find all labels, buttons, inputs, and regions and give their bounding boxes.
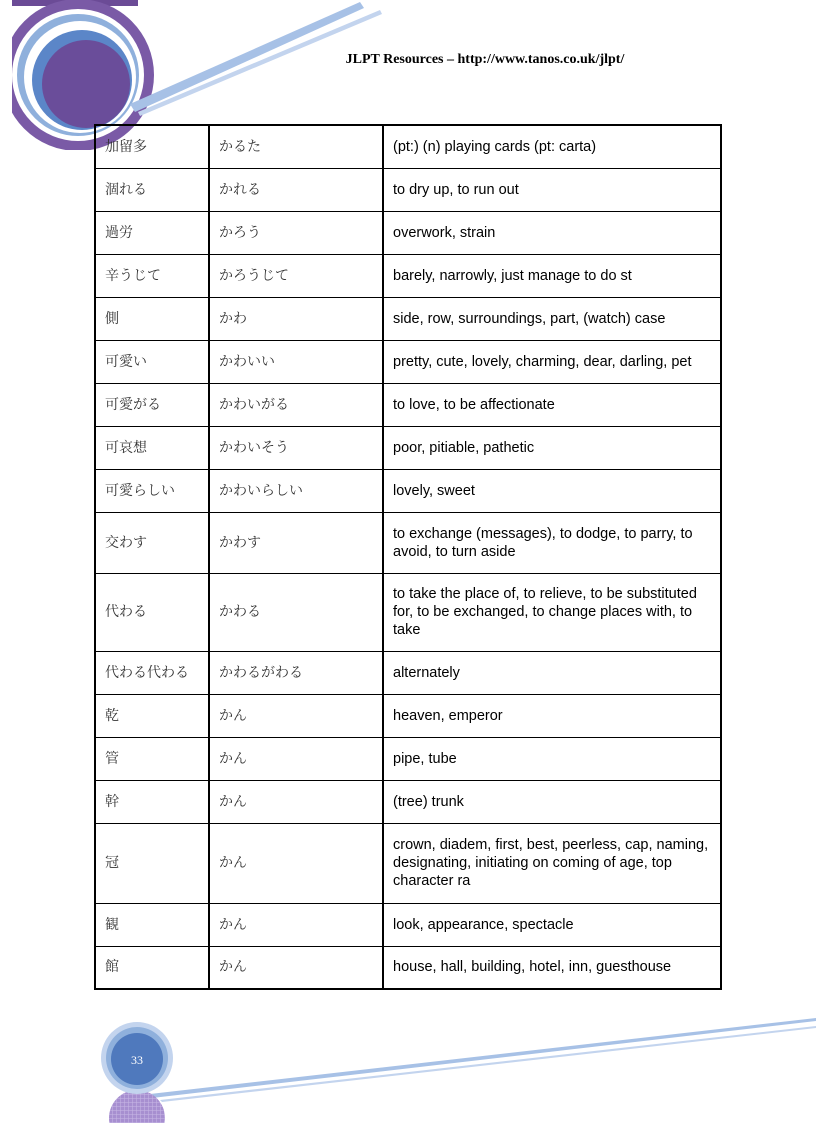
kana-cell: かわす bbox=[209, 512, 383, 573]
kanji-cell: 側 bbox=[95, 297, 209, 340]
table-row bbox=[95, 254, 721, 297]
definition-cell: pipe, tube bbox=[383, 737, 721, 780]
kanji-cell: 可愛がる bbox=[95, 383, 209, 426]
definition-cell: to exchange (messages), to dodge, to parry, to avoid, to turn aside bbox=[383, 512, 721, 573]
table-row bbox=[95, 469, 721, 512]
definition-cell: barely, narrowly, just manage to do st bbox=[383, 254, 721, 297]
kanji-cell: 交わす bbox=[95, 512, 209, 573]
table-row bbox=[95, 211, 721, 254]
kanji-cell: 加留多 bbox=[95, 125, 209, 168]
definition-cell: to take the place of, to relieve, to be substituted for, to be exchanged, to change places with, to take bbox=[383, 573, 721, 651]
definition-cell: pretty, cute, lovely, charming, dear, darling, pet bbox=[383, 340, 721, 383]
table-row bbox=[95, 737, 721, 780]
table-row bbox=[95, 946, 721, 989]
definition-cell: to dry up, to run out bbox=[383, 168, 721, 211]
table-row bbox=[95, 780, 721, 823]
definition-cell: (tree) trunk bbox=[383, 780, 721, 823]
definition-cell: look, appearance, spectacle bbox=[383, 903, 721, 946]
kanji-cell: 可愛い bbox=[95, 340, 209, 383]
definition-cell: house, hall, building, hotel, inn, guesthouse bbox=[383, 946, 721, 989]
kanji-cell: 管 bbox=[95, 737, 209, 780]
definition-cell: lovely, sweet bbox=[383, 469, 721, 512]
table-row bbox=[95, 694, 721, 737]
page-number: 33 bbox=[131, 1053, 143, 1067]
definition-cell: overwork, strain bbox=[383, 211, 721, 254]
kana-cell: かわる bbox=[209, 573, 383, 651]
kana-cell: かん bbox=[209, 903, 383, 946]
kana-cell: かるた bbox=[209, 125, 383, 168]
kana-cell: かん bbox=[209, 737, 383, 780]
table-row bbox=[95, 297, 721, 340]
table-row bbox=[95, 125, 721, 168]
definition-cell: side, row, surroundings, part, (watch) case bbox=[383, 297, 721, 340]
kanji-cell: 観 bbox=[95, 903, 209, 946]
kana-cell: かん bbox=[209, 694, 383, 737]
table-row bbox=[95, 903, 721, 946]
definition-cell: to love, to be affectionate bbox=[383, 383, 721, 426]
table-row bbox=[95, 573, 721, 651]
kana-cell: かわいそう bbox=[209, 426, 383, 469]
kanji-cell: 冠 bbox=[95, 823, 209, 903]
kana-cell: かん bbox=[209, 823, 383, 903]
definition-cell: poor, pitiable, pathetic bbox=[383, 426, 721, 469]
kanji-cell: 過労 bbox=[95, 211, 209, 254]
definition-cell: heaven, emperor bbox=[383, 694, 721, 737]
kana-cell: かれる bbox=[209, 168, 383, 211]
table-row bbox=[95, 512, 721, 573]
table-row bbox=[95, 823, 721, 903]
table-row bbox=[95, 426, 721, 469]
table-row bbox=[95, 340, 721, 383]
table-row bbox=[95, 651, 721, 694]
kanji-cell: 代わる bbox=[95, 573, 209, 651]
kana-cell: かろう bbox=[209, 211, 383, 254]
kanji-cell: 辛うじて bbox=[95, 254, 209, 297]
definition-cell: alternately bbox=[383, 651, 721, 694]
kana-cell: かわいい bbox=[209, 340, 383, 383]
kanji-cell: 可哀想 bbox=[95, 426, 209, 469]
definition-cell: crown, diadem, first, best, peerless, cap, naming, designating, initiating on coming of age, top character ra bbox=[383, 823, 721, 903]
kanji-cell: 代わる代わる bbox=[95, 651, 209, 694]
table-row bbox=[95, 168, 721, 211]
vocabulary-table bbox=[94, 124, 722, 990]
kana-cell: かん bbox=[209, 780, 383, 823]
kana-cell: かわるがわる bbox=[209, 651, 383, 694]
kanji-cell: 乾 bbox=[95, 694, 209, 737]
kana-cell: かろうじて bbox=[209, 254, 383, 297]
kana-cell: かわいがる bbox=[209, 383, 383, 426]
kanji-cell: 館 bbox=[95, 946, 209, 989]
kana-cell: かん bbox=[209, 946, 383, 989]
kana-cell: かわいらしい bbox=[209, 469, 383, 512]
table-row bbox=[95, 383, 721, 426]
kanji-cell: 幹 bbox=[95, 780, 209, 823]
kanji-cell: 可愛らしい bbox=[95, 469, 209, 512]
definition-cell: (pt:) (n) playing cards (pt: carta) bbox=[383, 125, 721, 168]
kana-cell: かわ bbox=[209, 297, 383, 340]
header-title: JLPT Resources – http://www.tanos.co.uk/jlpt/ bbox=[345, 52, 625, 67]
kanji-cell: 涸れる bbox=[95, 168, 209, 211]
